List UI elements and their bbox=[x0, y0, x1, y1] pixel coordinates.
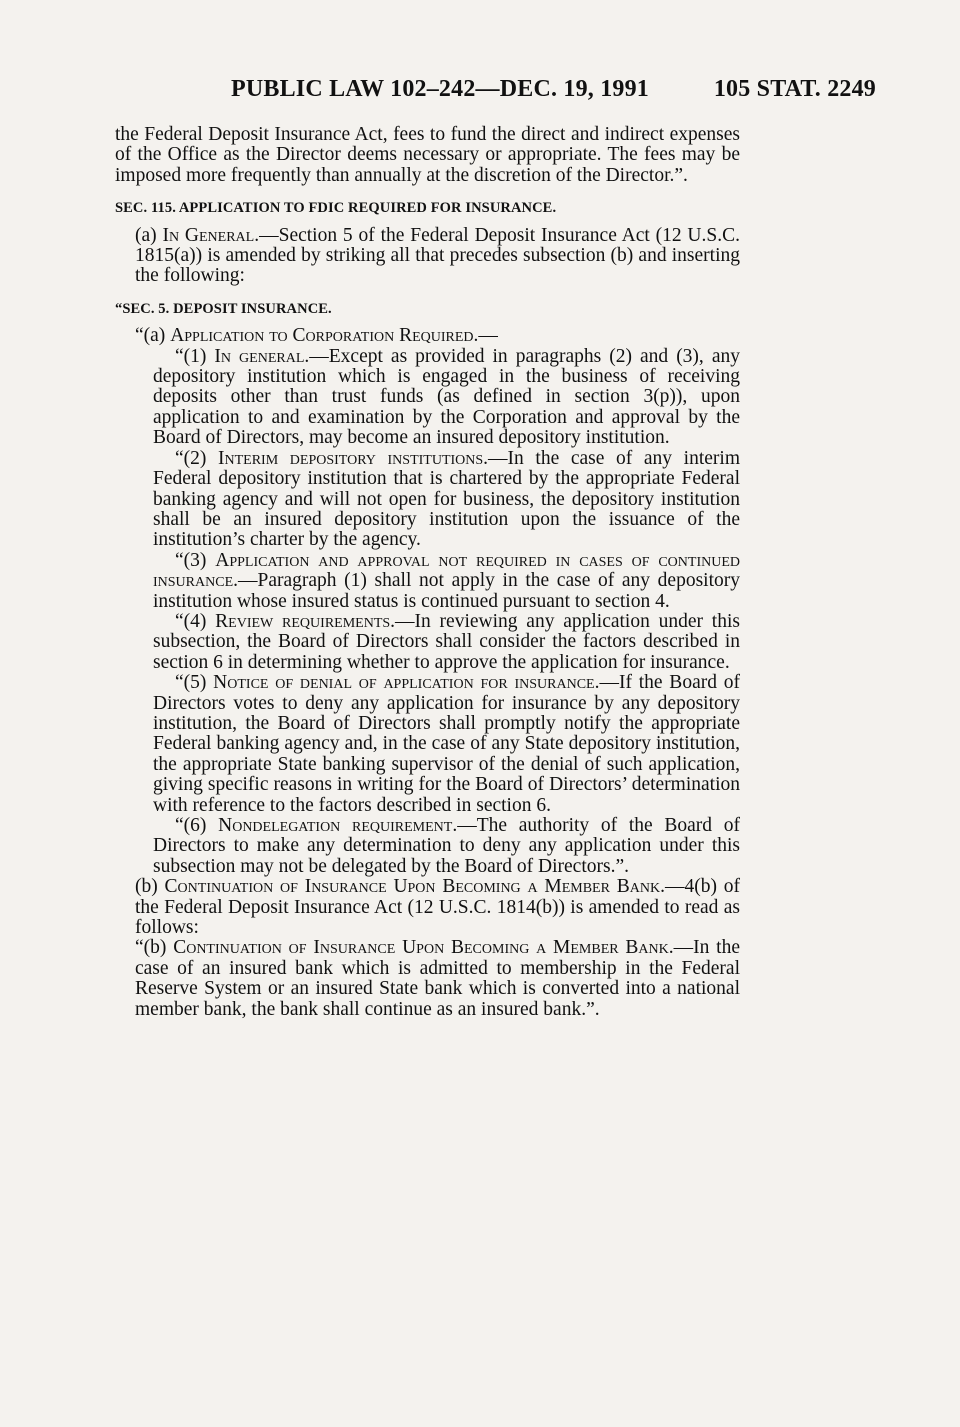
subsection-b-label: (b) bbox=[135, 876, 165, 898]
paragraph-3-text: —Paragraph (1) shall not apply in the case of any depository institution whose insured status is continued pursuant to section 4. bbox=[153, 570, 740, 612]
paragraph-3-label: “(3) bbox=[175, 549, 216, 571]
section-115-heading: SEC. 115. APPLICATION TO FDIC REQUIRED FOR INSURANCE. bbox=[115, 200, 557, 217]
inserted-subsection-a-caption: Application to Corporation Required. bbox=[170, 325, 479, 347]
paragraph-6-text: —The authority of the Board of Directors to make any determination to deny any application under this subsection may not be delegated by the Board of Directors.”. bbox=[153, 815, 740, 877]
document-body bbox=[115, 125, 740, 1020]
paragraph-4 bbox=[115, 612, 740, 673]
paragraph-1-caption: In general. bbox=[214, 345, 310, 367]
paragraph-5-label: “(5) bbox=[175, 672, 214, 694]
subsection-b-caption: Continuation of Insurance Upon Becoming a Member Bank. bbox=[164, 876, 665, 898]
inserted-subsection-b-label: “(b) bbox=[135, 937, 174, 959]
inserted-subsection-b-caption: Continuation of Insurance Upon Becoming a Member Bank. bbox=[173, 937, 674, 959]
subsection-a bbox=[115, 226, 740, 287]
paragraph-6 bbox=[115, 816, 740, 877]
paragraph-6-caption: Nondelegation requirement. bbox=[218, 815, 458, 836]
subsection-a-label: (a) bbox=[135, 224, 163, 246]
paragraph-3-caption: Application and approval not required in cases of continued insurance. bbox=[153, 549, 740, 592]
paragraph-1-text: —Except as provided in paragraphs (2) and (3), any depository institution which is engaged in the business of receiving deposits other than trust funds (as defined in section 3(p)), upon application to and examination by the Corporation and approval by the Board of Directors, may become an insured depository institution. bbox=[153, 345, 740, 449]
paragraph-1-label: “(1) bbox=[175, 345, 215, 367]
paragraph-2-text: —In the case of any interim Federal depository institution that is chartered by the appropriate Federal banking agency and will not open for business, the depository institution shall be an insured depository institution upon the issuance of the institution’s charter by the agency. bbox=[153, 447, 740, 551]
paragraph-2-caption: Interim depository institutions. bbox=[218, 447, 489, 469]
subsection-b bbox=[115, 877, 740, 938]
paragraph-1 bbox=[115, 347, 740, 449]
subsection-a-caption: In General. bbox=[162, 224, 260, 246]
paragraph-4-text: —In reviewing any application under this subsection, the Board of Directors shall consider the factors described in section 6 in determining whether to approve the application for insurance. bbox=[153, 610, 740, 673]
subsection-a-text: —Section 5 of the Federal Deposit Insurance Act (12 U.S.C. 1815(a)) is amended by striking all that precedes subsection (b) and inserting the following: bbox=[135, 224, 740, 287]
inserted-subsection-b-text: —In the case of an insured bank which is admitted to membership in the Federal Reserve System or an insured State bank which is converted into a national member bank, the bank shall continue as an insured bank.”. bbox=[135, 937, 740, 1020]
inserted-subsection-a-dash: — bbox=[478, 325, 498, 347]
paragraph-2 bbox=[115, 449, 740, 551]
law-citation: PUBLIC LAW 102–242—DEC. 19, 1991 bbox=[231, 76, 649, 102]
stat-page-number: 105 STAT. 2249 bbox=[713, 76, 876, 102]
paragraph-6-label: “(6) bbox=[175, 815, 219, 836]
paragraph-5 bbox=[115, 673, 740, 816]
inserted-subsection-a bbox=[115, 326, 740, 346]
paragraph-5-text: —If the Board of Directors votes to deny any application for insurance by any depository institution, the Board of Directors shall promptly notify the appropriate Federal banking agency and, in the case of any State depository institution, the appropriate State banking supervisor of the denial of such application, giving specific reasons in writing for the Board of Directors’ determination with reference to the factors described in section 6. bbox=[153, 672, 740, 816]
paragraph-3 bbox=[115, 551, 740, 612]
inserted-subsection-b bbox=[115, 938, 740, 1020]
paragraph-4-label: “(4) bbox=[175, 610, 216, 632]
paragraph-4-caption: Review requirements. bbox=[215, 610, 396, 632]
subsection-b-text: —4(b) of the Federal Deposit Insurance Act (12 U.S.C. 1814(b)) is amended to read as follows: bbox=[135, 876, 740, 939]
paragraph-2-label: “(2) bbox=[175, 447, 219, 469]
section-5-heading: “SEC. 5. DEPOSIT INSURANCE. bbox=[115, 300, 332, 317]
inserted-subsection-a-label: “(a) bbox=[135, 325, 171, 347]
running-header bbox=[0, 76, 960, 110]
intro-paragraph: the Federal Deposit Insurance Act, fees to fund the direct and indirect expenses of the Office as the Director deems necessary or appropriate. The fees may be imposed more frequently than annually at the discretion of the Director.”. bbox=[115, 124, 740, 186]
paragraph-5-caption: Notice of denial of application for insurance. bbox=[213, 672, 600, 694]
